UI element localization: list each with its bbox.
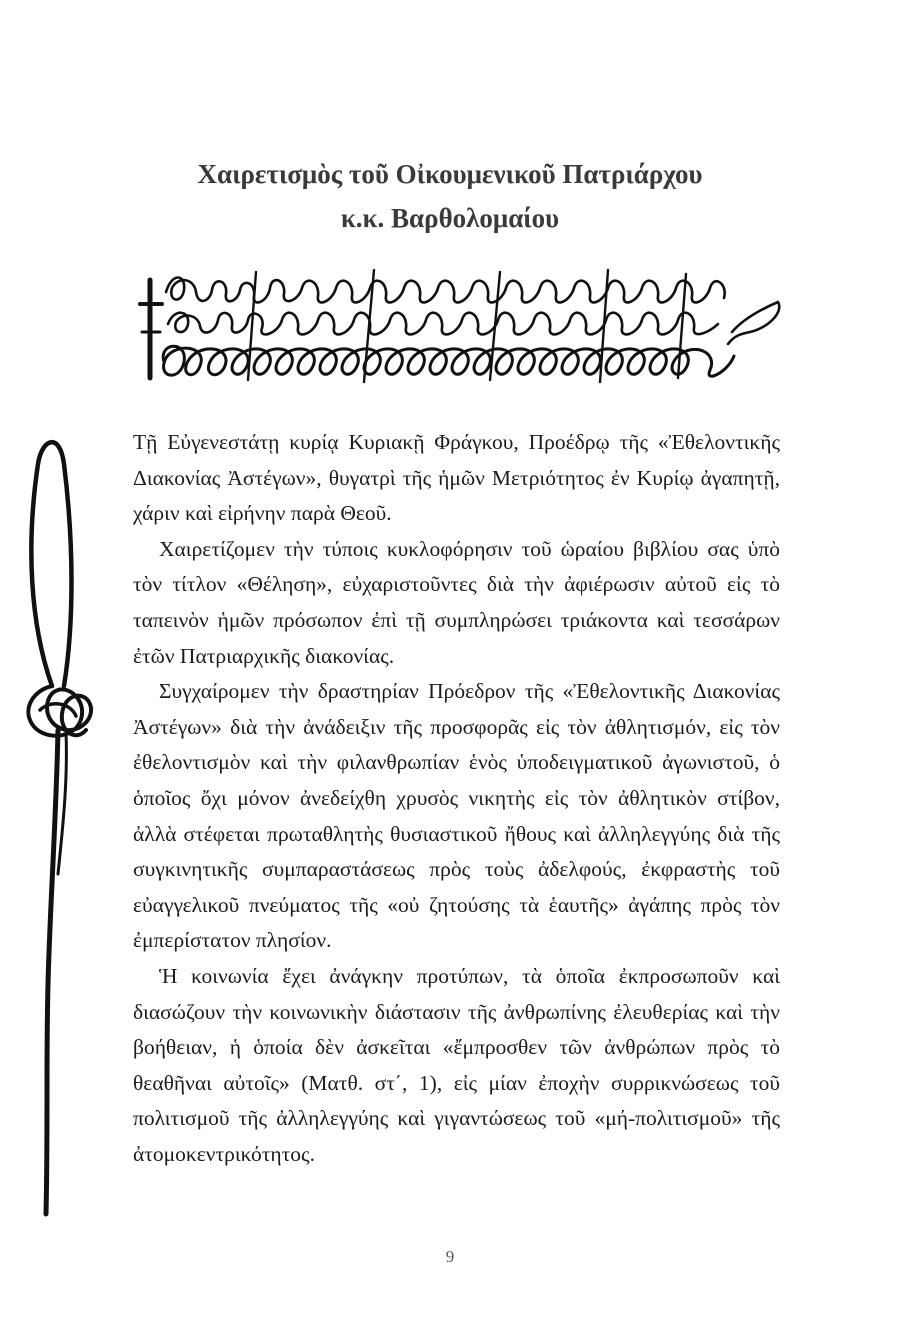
- title-line-1: Χαιρετισμὸς τοῦ Οἰκουμενικοῦ Πατριάρχου: [197, 159, 703, 189]
- paragraph-4: Ἡ κοινωνία ἔχει ἀνάγκην προτύπων, τὰ ὁποῖα ἐκπροσωποῦν καὶ διασώζουν τὴν κοινωνικὴν διάστασιν τῆς ἀνθρωπίνης ἐλευθερίας καὶ τὴν βοήθειαν, ἡ ὁποία δὲν ἀσκεῖται «ἔμπροσθεν τῶν ἀνθρώπων πρὸς τὸ θεαθῆναι αὐτοῖς» (Ματθ. στ΄, 1), εἰς μίαν ἐποχὴν συρρικνώσεως τοῦ πολιτισμοῦ τῆς ἀλληλεγγύης καὶ γιγαντώσεως τοῦ «μή-πολιτισμοῦ» τῆς ἀτομοκεντρικότητος.: [133, 963, 780, 1166]
- paragraph-1: Τῇ Εὐγενεστάτῃ κυρίᾳ Κυριακῇ Φράγκου, Προέδρῳ τῆς «Ἐθελοντικῆς Διακονίας Ἀστέγων», θυγατρὶ τῆς ἡμῶν Μετριότητος ἐν Κυρίῳ ἀγαπητῇ, χάριν καὶ εἰρήνην παρὰ Θεοῦ.: [133, 430, 780, 526]
- page-title: [0, 152, 900, 240]
- paragraph-3: Συγχαίρομεν τὴν δραστηρίαν Πρόεδρον τῆς «Ἐθελοντικῆς Διακονίας Ἀστέγων» διὰ τὴν ἀνάδειξιν τῆς προσφορᾶς εἰς τὸν ἀθλητισμόν, εἰς τὸν ἐθελοντισμὸν καὶ τὴν φιλανθρωπίαν ἑνὸς ὑποδειγματικοῦ ἀγωνιστοῦ, ὁ ὁποῖος ὄχι μόνον ἀνεδείχθη χρυσὸς νικητὴς εἰς τὸν ἀθλητικὸν στίβον, ἀλλὰ στέφεται πρωταθλητὴς θυσιαστικοῦ ἤθους καὶ ἀλληλεγγύης διὰ τῆς συγκινητικῆς συμπαραστάσεως πρὸς τοὺς ἀδελφούς, ἐκφραστὴς τοῦ εὐαγγελικοῦ πνεύματος τῆς «οὐ ζητούσης τὰ ἑαυτῆς» ἀγάπης πρὸς τὸν ἐμπερίστατον πλησίον.: [133, 679, 780, 953]
- letter-body: [133, 425, 780, 1172]
- page-number: 9: [445, 1247, 455, 1266]
- paragraph-2: Χαιρετίζομεν τὴν τύποις κυκλοφόρησιν τοῦ ὡραίου βιβλίου σας ὑπὸ τὸν τίτλον «Θέληση», εὐχαριστοῦντες διὰ τὴν ἀφιέρωσιν αὐτοῦ εἰς τὸ ταπεινὸν ἡμῶν πρόσωπον ἐπὶ τῇ συμπληρώσει τριάκοντα καὶ τεσσάρων ἐτῶν Πατριαρχικῆς διακονίας.: [133, 536, 780, 668]
- patriarch-signature: [138, 262, 784, 394]
- knotted-cord-icon: [0, 424, 110, 1224]
- title-line-2: κ.κ. Βαρθολομαίου: [340, 203, 560, 233]
